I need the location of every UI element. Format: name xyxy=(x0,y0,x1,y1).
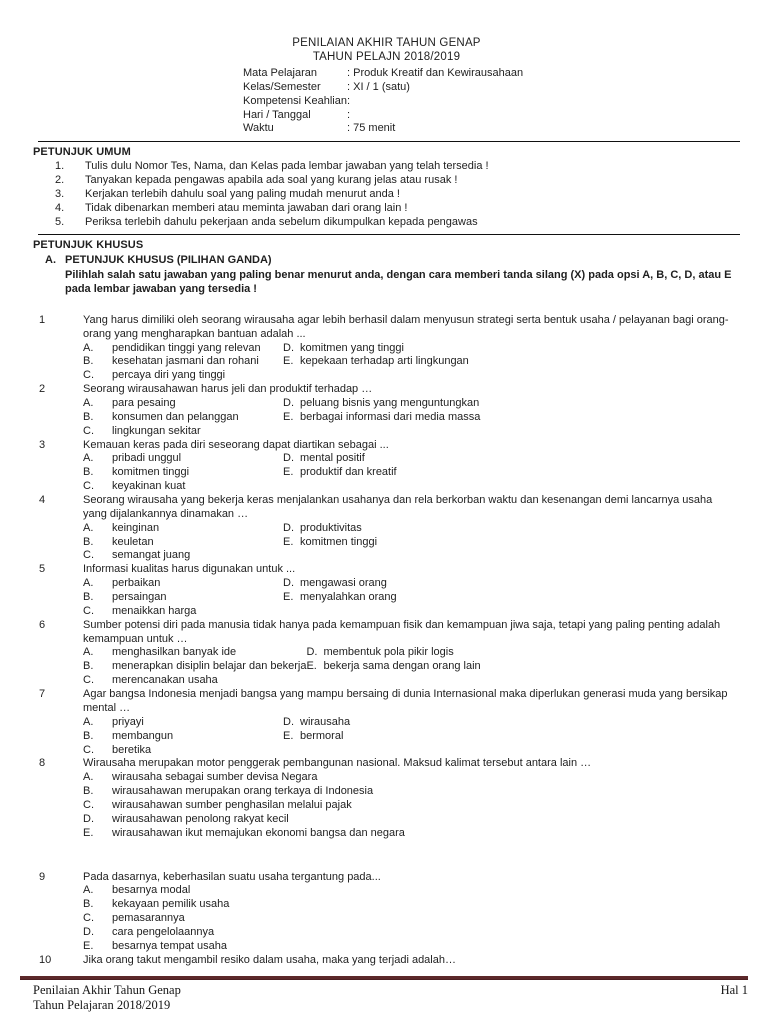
option-text: membentuk pola pikir logis xyxy=(323,646,454,659)
general-instruction-item xyxy=(33,188,740,202)
option-a xyxy=(83,884,740,898)
subheading-letter: A. xyxy=(45,254,56,267)
option-a xyxy=(83,452,283,466)
option-d xyxy=(283,452,738,466)
question-text: Sumber potensi diri pada manusia tidak hanya pada kemampuan fisik dan kemampuan jiwa saja, tetapi yang paling penting adalah kemampuan untuk … xyxy=(83,618,721,645)
option-b xyxy=(83,355,283,369)
option-letter: C. xyxy=(83,798,94,811)
option-text: keinginan xyxy=(112,521,160,534)
option-text: wirausahawan sumber penghasilan melalui pajak xyxy=(112,798,352,811)
option-text: wirausahawan penolong rakyat kecil xyxy=(112,812,289,825)
option-letter: B. xyxy=(83,410,94,423)
option-text: komitmen tinggi xyxy=(300,535,378,548)
option-text: menerapkan disiplin belajar dan bekerja xyxy=(112,660,307,673)
general-instructions-section xyxy=(33,146,740,229)
option-letter: C. xyxy=(83,549,94,562)
option-b xyxy=(83,591,283,605)
exam-info-block xyxy=(243,67,740,136)
option-letter: D. xyxy=(283,577,294,590)
option-letter: B. xyxy=(83,466,94,479)
option-e xyxy=(283,730,738,744)
info-label: Mata Pelajaran xyxy=(243,66,317,79)
option-text: wirausahawan merupakan orang terkaya di Indonesia xyxy=(112,785,374,798)
question-4 xyxy=(33,494,740,563)
option-letter: A. xyxy=(83,452,94,465)
question-9 xyxy=(33,871,740,954)
option-e xyxy=(283,355,738,369)
option-letter: B. xyxy=(83,355,94,368)
option-letter: D. xyxy=(283,715,294,728)
option-b xyxy=(83,536,283,550)
option-letter: A. xyxy=(83,715,94,728)
special-instructions-section xyxy=(33,239,740,296)
option-c xyxy=(83,425,283,439)
option-c xyxy=(83,549,283,563)
option-text: menaikkan harga xyxy=(112,604,197,617)
footer-page-number: Hal 1 xyxy=(720,983,748,997)
info-value: : XI / 1 (satu) xyxy=(347,80,410,93)
item-text: Kerjakan terlebih dahulu soal yang paling mudah menurut anda ! xyxy=(85,187,400,200)
footer-line1: Penilaian Akhir Tahun Genap xyxy=(33,983,181,997)
option-text: peluang bisnis yang menguntungkan xyxy=(300,397,480,410)
option-letter: E. xyxy=(283,466,294,479)
option-letter: D. xyxy=(283,341,294,354)
option-letter: A. xyxy=(83,771,94,784)
question-options xyxy=(83,522,738,564)
item-number: 4. xyxy=(55,201,65,214)
info-value: : 75 menit xyxy=(347,122,396,135)
option-text: produktivitas xyxy=(300,521,362,534)
option-letter: A. xyxy=(83,521,94,534)
option-letter: B. xyxy=(83,898,94,911)
option-text: komitmen tinggi xyxy=(112,466,190,479)
option-text: pendidikan tinggi yang relevan xyxy=(112,341,261,354)
option-d xyxy=(283,397,738,411)
option-text: lingkungan sekitar xyxy=(112,424,201,437)
option-text: cara pengelolaannya xyxy=(112,925,215,938)
question-number: 7 xyxy=(39,688,46,701)
document-header xyxy=(33,36,740,65)
question-number: 3 xyxy=(39,438,46,451)
info-row-subject xyxy=(243,67,740,81)
item-text: Tulis dulu Nomor Tes, Nama, dan Kelas pada lembar jawaban yang telah tersedia ! xyxy=(85,160,489,173)
option-text: membangun xyxy=(112,729,174,742)
option-letter: E. xyxy=(283,410,294,423)
option-text: wirausahawan ikut memajukan ekonomi bangsa dan negara xyxy=(112,826,405,839)
option-text: pemasarannya xyxy=(112,912,185,925)
option-text: perbaikan xyxy=(112,577,161,590)
question-text: Wirausaha merupakan motor penggerak pembangunan nasional. Maksud kalimat tersebut antara lain … xyxy=(83,757,592,770)
option-letter: B. xyxy=(83,591,94,604)
question-options xyxy=(83,452,738,494)
option-letter: E. xyxy=(283,729,294,742)
option-e xyxy=(283,411,738,425)
info-label: Waktu xyxy=(243,122,274,135)
option-text: berbagai informasi dari media massa xyxy=(300,410,481,423)
option-d xyxy=(283,716,738,730)
option-letter: A. xyxy=(83,577,94,590)
special-instructions-subheading xyxy=(33,254,740,268)
question-7 xyxy=(33,688,740,757)
option-text: kepekaan terhadap arti lingkungan xyxy=(300,355,469,368)
footer-line2: Tahun Pelajaran 2018/2019 xyxy=(33,998,171,1013)
option-a xyxy=(83,397,283,411)
question-5 xyxy=(33,563,740,618)
option-letter: A. xyxy=(83,884,94,897)
option-a xyxy=(83,522,283,536)
option-letter: C. xyxy=(83,743,94,756)
option-text: bermoral xyxy=(300,729,344,742)
option-e xyxy=(283,536,738,550)
question-text: Seorang wirausaha yang bekerja keras menjalankan usahanya dan rela berkorban waktu dan kesenangan demi lancarnya usaha yang dijalankannya dinamakan … xyxy=(83,494,713,520)
question-1 xyxy=(33,314,740,383)
option-text: persaingan xyxy=(112,591,167,604)
option-text: kekayaan pemilik usaha xyxy=(112,898,230,911)
general-instruction-item xyxy=(33,174,740,188)
question-options xyxy=(83,716,738,758)
option-c xyxy=(83,799,740,813)
item-number: 5. xyxy=(55,215,65,228)
question-number: 1 xyxy=(39,313,46,326)
option-text: keyakinan kuat xyxy=(112,480,186,493)
option-text: komitmen yang tinggi xyxy=(300,341,404,354)
info-label: Kelas/Semester xyxy=(243,80,321,93)
option-text: keuletan xyxy=(112,535,154,548)
question-text: Pada dasarnya, keberhasilan suatu usaha tergantung pada... xyxy=(83,870,381,883)
option-c xyxy=(83,744,283,758)
option-letter: E. xyxy=(83,939,94,952)
info-row-date xyxy=(243,109,740,123)
question-options xyxy=(83,646,738,688)
option-d xyxy=(83,926,740,940)
option-a xyxy=(83,771,740,785)
option-e xyxy=(83,827,740,841)
option-letter: C. xyxy=(83,424,94,437)
option-c xyxy=(83,674,306,688)
option-b xyxy=(83,466,283,480)
option-e xyxy=(283,591,738,605)
option-letter: A. xyxy=(83,341,94,354)
question-text: Jika orang takut mengambil resiko dalam usaha, maka yang terjadi adalah… xyxy=(83,953,456,966)
info-row-class xyxy=(243,81,740,95)
option-b xyxy=(83,730,283,744)
option-c xyxy=(83,912,740,926)
option-letter: E. xyxy=(306,660,317,673)
option-text: beretika xyxy=(112,743,152,756)
option-letter: D. xyxy=(306,646,318,659)
option-text: merencanakan usaha xyxy=(112,674,218,687)
option-letter: D. xyxy=(283,521,294,534)
option-letter: C. xyxy=(83,369,94,382)
item-number: 3. xyxy=(55,187,65,200)
option-b xyxy=(83,785,740,799)
option-letter: B. xyxy=(83,785,94,798)
question-list xyxy=(33,314,740,968)
option-b xyxy=(83,411,283,425)
question-3 xyxy=(33,439,740,494)
option-text: mental positif xyxy=(300,452,365,465)
item-number: 1. xyxy=(55,160,65,173)
question-8 xyxy=(33,757,740,840)
general-instruction-item xyxy=(33,202,740,216)
option-letter: D. xyxy=(83,925,94,938)
question-text: Agar bangsa Indonesia menjadi bangsa yang mampu bersaing di dunia Internasional maka diperlukan generasi muda yang bersikap mental … xyxy=(83,688,728,714)
option-a xyxy=(83,342,283,356)
option-d xyxy=(283,577,738,591)
option-b xyxy=(83,898,740,912)
item-text: Periksa terlebih dahulu pekerjaan anda sebelum dikumpulkan kepada pengawas xyxy=(85,215,478,228)
question-2 xyxy=(33,383,740,438)
option-letter: A. xyxy=(83,397,94,410)
header-divider xyxy=(38,141,740,142)
option-text: pribadi unggul xyxy=(112,452,182,465)
option-letter: C. xyxy=(83,480,94,493)
question-6 xyxy=(33,619,740,688)
info-label: Kompetensi Keahlian xyxy=(243,94,347,107)
question-options xyxy=(83,884,740,953)
option-text: kesehatan jasmani dan rohani xyxy=(112,355,259,368)
question-number: 2 xyxy=(39,383,46,396)
option-letter: E. xyxy=(283,591,294,604)
option-text: percaya diri yang tinggi xyxy=(112,369,226,382)
option-d xyxy=(283,522,738,536)
option-letter: C. xyxy=(83,674,94,687)
info-label: Hari / Tanggal xyxy=(243,108,311,121)
option-a xyxy=(83,716,283,730)
option-text: para pesaing xyxy=(112,397,176,410)
option-letter: D. xyxy=(283,397,294,410)
option-a xyxy=(83,646,306,660)
option-letter: B. xyxy=(83,729,94,742)
question-spacer xyxy=(33,841,740,871)
option-c xyxy=(83,605,283,619)
option-text: priyayi xyxy=(112,715,144,728)
option-c xyxy=(83,369,283,383)
general-instruction-item xyxy=(33,160,740,174)
option-d xyxy=(283,342,738,356)
option-text: produktif dan kreatif xyxy=(300,466,397,479)
general-instructions-heading: PETUNJUK UMUM xyxy=(33,146,131,159)
question-number: 9 xyxy=(39,870,46,883)
footer-document-info xyxy=(33,983,181,1014)
option-letter: C. xyxy=(83,912,94,925)
option-a xyxy=(83,577,283,591)
info-row-competency xyxy=(243,95,740,109)
question-10 xyxy=(33,954,740,968)
question-number: 4 xyxy=(39,494,46,507)
option-letter: C. xyxy=(83,604,94,617)
question-text: Kemauan keras pada diri seseorang dapat diartikan sebagai ... xyxy=(83,438,389,451)
option-e xyxy=(306,660,738,674)
option-text: bekerja sama dengan orang lain xyxy=(323,660,481,673)
option-letter: B. xyxy=(83,660,94,673)
subheading-text: PETUNJUK KHUSUS (PILIHAN GANDA) xyxy=(65,254,272,267)
option-text: konsumen dan pelanggan xyxy=(112,410,239,423)
question-options xyxy=(83,342,738,384)
info-value: : xyxy=(347,94,351,107)
footer-divider xyxy=(20,976,748,980)
question-number: 8 xyxy=(39,757,46,770)
item-number: 2. xyxy=(55,173,65,186)
option-d xyxy=(83,813,740,827)
option-letter: D. xyxy=(283,452,294,465)
option-e xyxy=(283,466,738,480)
item-text: Tidak dibenarkan memberi atau meminta jawaban dari orang lain ! xyxy=(85,201,408,214)
info-row-duration xyxy=(243,122,740,136)
option-text: mengawasi orang xyxy=(300,577,387,590)
document-title-line2: TAHUN PELAJN 2018/2019 xyxy=(312,51,461,64)
option-b xyxy=(83,660,306,674)
option-text: besarnya tempat usaha xyxy=(112,939,227,952)
option-letter: E. xyxy=(283,355,294,368)
section-divider xyxy=(38,234,740,235)
page-footer xyxy=(20,976,748,1014)
option-text: menghasilkan banyak ide xyxy=(112,646,237,659)
option-letter: E. xyxy=(83,826,94,839)
option-letter: D. xyxy=(83,812,94,825)
option-letter: B. xyxy=(83,535,94,548)
option-text: besarnya modal xyxy=(112,884,191,897)
option-text: wirausaha xyxy=(300,715,351,728)
question-number: 10 xyxy=(39,953,52,966)
question-options xyxy=(83,577,738,619)
info-value: : xyxy=(347,108,351,121)
item-text: Tanyakan kepada pengawas apabila ada soal yang kurang jelas atau rusak ! xyxy=(85,173,458,186)
question-options xyxy=(83,771,740,840)
option-c xyxy=(83,480,283,494)
special-instructions-heading: PETUNJUK KHUSUS xyxy=(33,239,144,252)
general-instruction-item xyxy=(33,216,740,230)
question-number: 6 xyxy=(39,618,46,631)
multiple-choice-instruction: Pilihlah salah satu jawaban yang paling benar menurut anda, dengan cara memberi tanda silang (X) pada opsi A, B, C, D, atau E pada lembar jawaban yang tersedia ! xyxy=(65,269,732,295)
question-text: Seorang wirausahawan harus jeli dan produktif terhadap … xyxy=(83,383,373,396)
option-text: semangat juang xyxy=(112,549,191,562)
option-text: wirausaha sebagai sumber devisa Negara xyxy=(112,771,318,784)
option-letter: A. xyxy=(83,646,94,659)
option-d xyxy=(306,646,738,660)
question-text: Informasi kualitas harus digunakan untuk ... xyxy=(83,563,296,576)
info-value: : Produk Kreatif dan Kewirausahaan xyxy=(347,66,524,79)
question-number: 5 xyxy=(39,563,46,576)
question-text: Yang harus dimiliki oleh seorang wirausaha agar lebih berhasil dalam menyusun strategi serta bentuk usaha / pelayanan bagi orang-orang yang mengharapkan bantuan adalah ... xyxy=(83,313,729,340)
document-title-line1: PENILAIAN AKHIR TAHUN GENAP xyxy=(292,37,481,49)
option-letter: E. xyxy=(283,535,294,548)
option-text: menyalahkan orang xyxy=(300,591,397,604)
question-options xyxy=(83,397,738,439)
option-e xyxy=(83,940,740,954)
